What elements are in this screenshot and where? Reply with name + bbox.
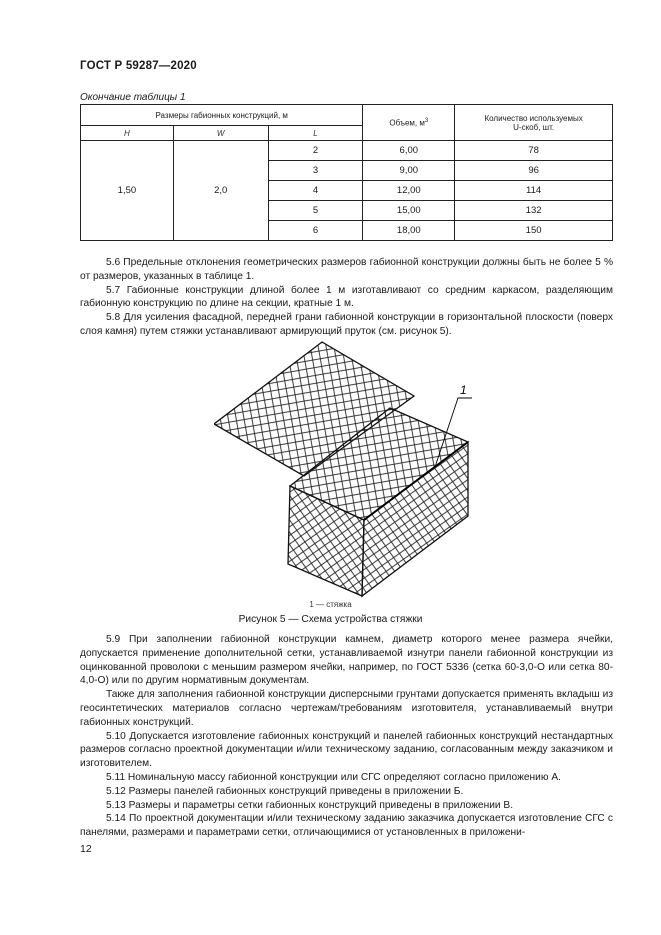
cell-volume: 15,00 <box>363 201 455 221</box>
cell-volume: 6,00 <box>363 141 455 161</box>
table-header-w: W <box>173 126 268 141</box>
paragraph-5-7: 5.7 Габионные конструкции длиной более 1 м изготавливают со средним каркасом, разделяющим габионную конструкцию по длине на секции, кратные 1 м. <box>80 284 613 310</box>
table-group-header: Размеры габионных конструкций, м <box>81 105 363 126</box>
cell-count: 150 <box>455 221 613 241</box>
paragraph-5-14: 5.14 По проектной документации и/или техническому заданию заказчика допускается изготовление СГС с панелями, размерами и параметрами сетки, отличающимися от установленных в приложени- <box>80 813 613 839</box>
page-number: 12 <box>80 843 92 855</box>
callout-number: 1 <box>460 383 467 397</box>
cell-volume: 18,00 <box>363 221 455 241</box>
table-header-count <box>455 105 613 141</box>
cell-count: 114 <box>455 181 613 201</box>
cell-l: 4 <box>268 181 363 201</box>
count-label-line2: U-скоб, шт. <box>513 122 555 132</box>
cell-volume: 12,00 <box>363 181 455 201</box>
document-header: ГОСТ Р 59287—2020 <box>80 60 197 72</box>
paragraphs-bottom <box>80 633 613 840</box>
volume-label: Объем, м <box>389 118 425 128</box>
cell-l: 3 <box>268 161 363 181</box>
cell-w-value: 2,0 <box>173 141 268 241</box>
paragraph-5-10: 5.10 Допускается изготовление габионных конструкций и панелей габионных конструкций нестандартных размеров согласно проектной документации и/или техническому заданию, согласованным между заказчиком и изготовителем. <box>80 730 613 770</box>
table-header-l: L <box>268 126 363 141</box>
table-row <box>81 141 613 161</box>
paragraph-5-12: 5.12 Размеры панелей габионных конструкций приведены в приложении Б. <box>106 785 464 797</box>
paragraph-5-13: 5.13 Размеры и параметры сетки габионных конструкций приведены в приложении В. <box>106 799 514 811</box>
paragraph-5-9: 5.9 При заполнении габионной конструкции камнем, диаметр которого менее размера ячейки, допускается применение дополнительной сетки, устанавливаемой изнутри панели габионной конструкции из оцинкованной проволоки с меньшим размером ячейки, например, по ГОСТ 5336 (сетка 60-3,0-О или сетка 80-4,0-О) или по другим нормативным документам. <box>80 634 613 687</box>
paragraphs-top <box>80 256 613 339</box>
cell-l: 2 <box>268 141 363 161</box>
cell-l: 5 <box>268 201 363 221</box>
cell-h-value: 1,50 <box>81 141 174 241</box>
paragraph-5-6: 5.6 Предельные отклонения геометрических размеров габионной конструкции должны быть не более 5 % от размеров, указанных в таблице 1. <box>80 257 613 282</box>
figure-legend: 1 — стяжка <box>309 600 352 609</box>
figure-caption: Рисунок 5 — Схема устройства стяжки <box>238 614 423 625</box>
cell-l: 6 <box>268 221 363 241</box>
volume-unit-superscript: 3 <box>424 117 429 124</box>
table-caption: Окончание таблицы 1 <box>80 92 186 103</box>
paragraph-5-11: 5.11 Номинальную массу габионной конструкции или СГС определяют согласно приложению А. <box>106 771 561 783</box>
paragraph-5-9-cont: Также для заполнения габионной конструкции дисперсными грунтами допускается применять вкладыш из геосинтетических материалов согласно чертежам/требованиям изготовителя, устанавливаемый внутри габионных конструкций. <box>80 689 613 728</box>
cell-count: 132 <box>455 201 613 221</box>
table-header-h: H <box>81 126 174 141</box>
cell-volume: 9,00 <box>363 161 455 181</box>
count-label-line1: Количество используемых <box>484 113 583 123</box>
table-header-volume <box>363 105 455 141</box>
cell-count: 78 <box>455 141 613 161</box>
paragraph-5-8: 5.8 Для усиления фасадной, передней грани габионной конструкции в горизонтальной плоскости (поверх слоя камня) путем стяжки устанавливают армирующий пруток (см. рисунок 5). <box>80 312 613 337</box>
gabion-tie-figure <box>214 338 480 600</box>
cell-count: 96 <box>455 161 613 181</box>
gabion-sizes-table <box>80 104 613 241</box>
